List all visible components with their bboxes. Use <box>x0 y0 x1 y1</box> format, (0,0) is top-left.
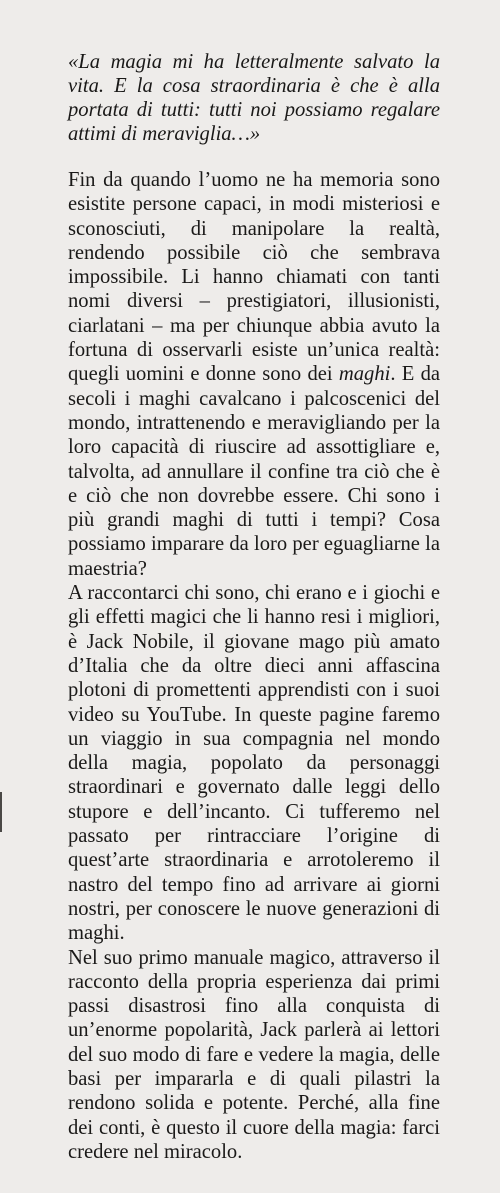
paragraph-1-text-b: . E da secoli i maghi cavalcano i palcoscenici del mondo, intrattenendo e meravigliando per la loro capacità di riuscire ad assottigliare e, talvolta, ad annullare il confine tra ciò che è e ciò che non dovrebbe essere. Chi sono i più grandi maghi di tutti i tempi? Cosa possiamo imparare da loro per eguagliarne la maestria? <box>68 363 441 580</box>
paragraph-1-text-a: Fin da quando l’uomo ne ha memoria sono esistite persone capaci, in modi misteriosi e sconosciuti, di manipolare la realtà, rendendo possibile ciò che sembrava impossibile. Li hanno chiamati con tanti nomi diversi – prestigiatori, illusionisti, ciarlatani – ma per chiunque abbia avuto la fortuna di osservarli esiste un’unica realtà: quegli uomini e donne sono dei <box>68 169 440 386</box>
intro-quote: «La magia mi ha letteralmente salvato la vita. E la cosa straordinaria è che è alla portata di tutti: tutti noi possiamo regalare attimi di meraviglia…» <box>68 51 440 145</box>
paragraph-3: Nel suo primo manuale magico, attraverso il racconto della propria esperienza dai primi passi disastrosi fino alla conquista di un’enorme popolarità, Jack parlerà ai lettori del suo modo di fare e vedere la magia, delle basi per impararla e di quali pilastri la rendono solida e potente. Perché, alla fine dei conti, è questo il cuore della magia: farci credere nel miracolo. <box>68 946 440 1163</box>
paragraph-1-emphasis: maghi <box>338 363 391 386</box>
paragraph-1 <box>68 168 440 581</box>
page-edge-mark <box>0 792 2 832</box>
description-body <box>68 168 440 1164</box>
paragraph-2: A raccontarci chi sono, chi erano e i giochi e gli effetti magici che li hanno resi i migliori, è Jack Nobile, il giovane mago più amato d’Italia che da oltre dieci anni affascina plotoni di promettenti apprendisti con i suoi video su YouTube. In queste pagine faremo un viaggio in sua compagnia nel mondo della magia, popolato da personaggi straordinari e governato dalle leggi dello stupore e dell’incanto. Ci tufferemo nel passato per rintracciare l’origine di quest’arte straordinaria e arrotoleremo il nastro del tempo fino ad arrivare ai giorni nostri, per conoscere le nuove generazioni di maghi. <box>68 582 440 945</box>
